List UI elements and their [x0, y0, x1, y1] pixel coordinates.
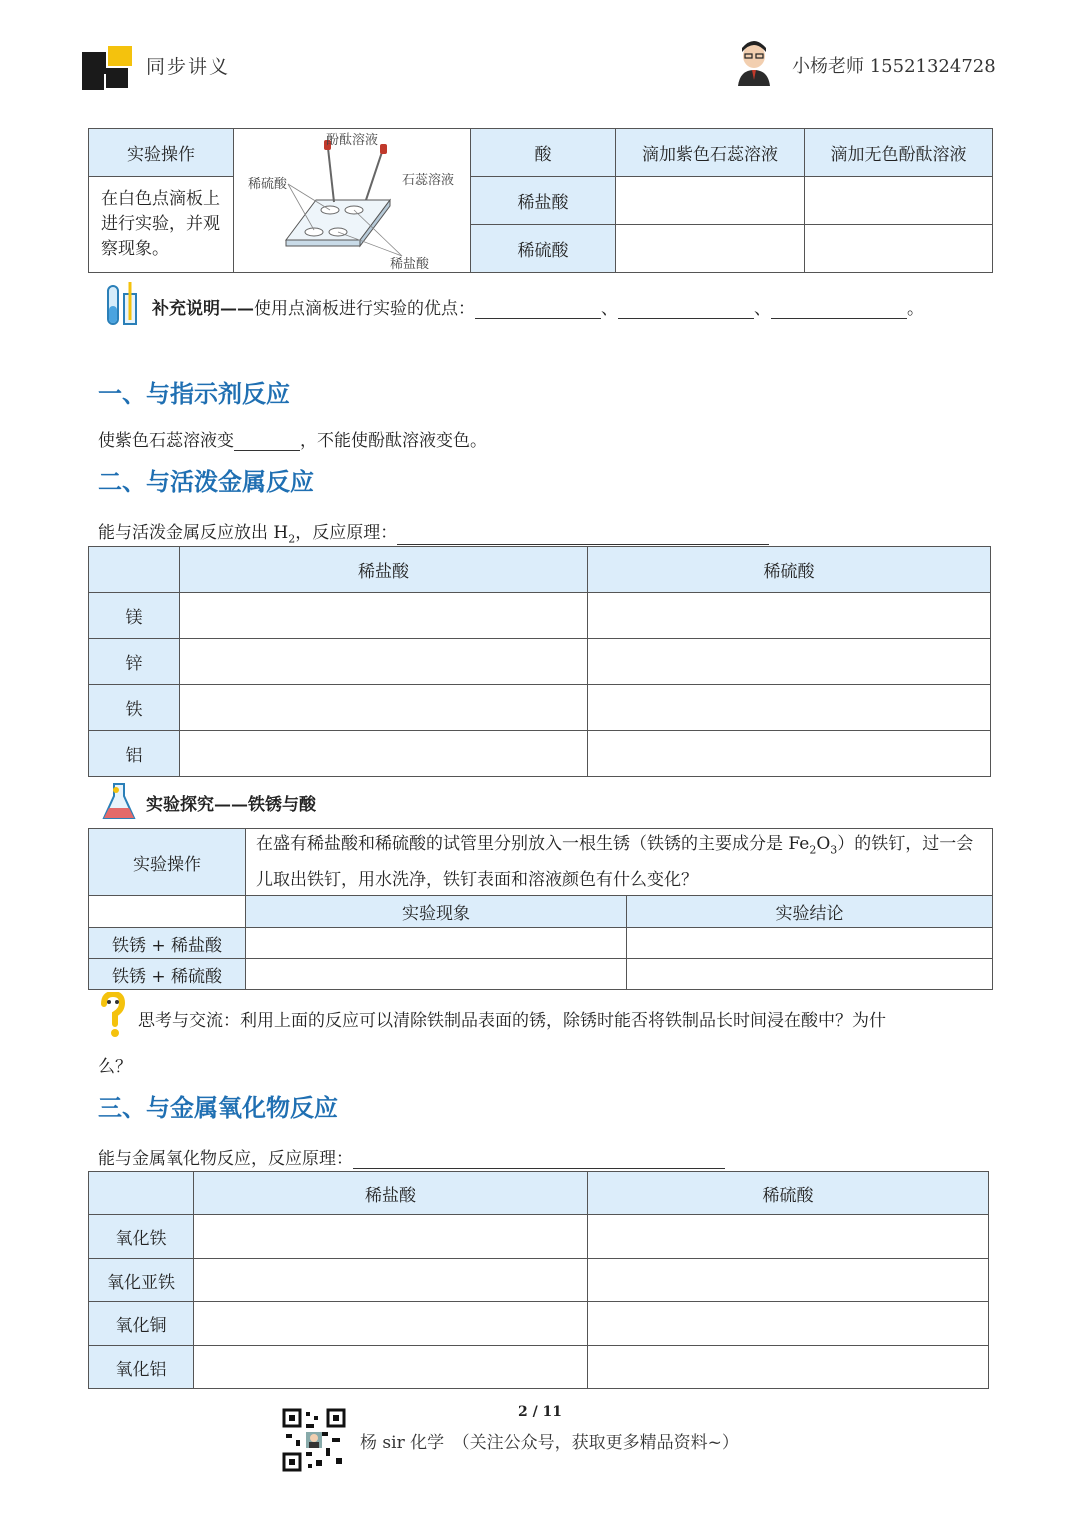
col-phenol: 滴加无色酚酞溶液 — [805, 129, 993, 177]
answer-cell[interactable] — [588, 1215, 989, 1259]
answer-cell[interactable] — [627, 928, 993, 959]
header-title: 同步讲义 — [146, 56, 231, 78]
op-text-a: 在盛有稀盐酸和稀硫酸的试管里分别放入一根生锈（铁锈的主要成分是 Fe — [256, 834, 810, 854]
col-h2so4: 稀硫酸 — [588, 1172, 989, 1215]
col-acid: 酸 — [471, 129, 616, 177]
row-label: 氧化亚铁 — [89, 1259, 194, 1302]
flask-icon — [100, 780, 138, 822]
answer-cell[interactable] — [180, 731, 588, 777]
answer-cell[interactable] — [616, 177, 805, 225]
oxide-reaction-table — [88, 1171, 989, 1389]
separator: 、 — [601, 299, 618, 319]
page-number: 2 / 11 — [517, 1404, 563, 1420]
corner-cell — [89, 1172, 194, 1215]
answer-cell[interactable] — [588, 1259, 989, 1302]
op-desc-text: 在白色点滴板上进行实验，并观察现象。 — [101, 189, 220, 259]
blank-field[interactable] — [618, 302, 754, 319]
row-label: 镁 — [89, 593, 180, 639]
answer-cell[interactable] — [180, 593, 588, 639]
blank-field[interactable] — [771, 302, 907, 319]
rust-op-text — [246, 829, 993, 896]
blank-field[interactable] — [475, 302, 601, 319]
row-label: 铝 — [89, 731, 180, 777]
blank-field[interactable] — [353, 1152, 725, 1169]
rust-title: 实验探究——铁锈与酸 — [146, 795, 316, 815]
section3-principle — [98, 1144, 725, 1169]
label-dilute-hcl: 稀盐酸 — [390, 257, 430, 272]
subscript: 2 — [288, 532, 296, 546]
corner-cell — [89, 896, 246, 928]
think-text-line1: 思考与交流：利用上面的反应可以清除铁制品表面的锈，除锈时能否将铁制品长时间浸在酸中？为什 — [138, 1011, 886, 1031]
separator: 、 — [754, 299, 771, 319]
teacher-avatar-icon — [734, 40, 774, 86]
label-dilute-h2so4: 稀硫酸 — [248, 177, 288, 192]
row-label: 氧化铜 — [89, 1302, 194, 1346]
test-tube-icon — [100, 280, 142, 328]
answer-cell[interactable] — [588, 685, 991, 731]
label-phenolphthalein: 酚酞溶液 — [326, 133, 379, 148]
section3-title: 三、与金属氧化物反应 — [98, 1094, 338, 1122]
question-mark-icon — [98, 992, 128, 1038]
op-text-b: O — [816, 834, 831, 854]
answer-cell[interactable] — [194, 1215, 588, 1259]
principle-text: 能与活泼金属反应放出 H — [98, 523, 289, 543]
section1-text-a: 使紫色石蕊溶液变 — [98, 431, 234, 451]
rust-op-header: 实验操作 — [89, 829, 246, 896]
answer-cell[interactable] — [588, 639, 991, 685]
row-label: 氧化铁 — [89, 1215, 194, 1259]
op-desc-cell — [89, 177, 234, 273]
col-phenomenon: 实验现象 — [246, 896, 627, 928]
col-litmus: 滴加紫色石蕊溶液 — [616, 129, 805, 177]
supplement-line — [152, 294, 924, 319]
col-hcl: 稀盐酸 — [194, 1172, 588, 1215]
spot-plate-figure — [234, 129, 471, 273]
principle-text: 能与金属氧化物反应，反应原理： — [98, 1149, 353, 1169]
col-conclusion: 实验结论 — [627, 896, 993, 928]
answer-cell[interactable] — [805, 225, 993, 273]
answer-cell[interactable] — [588, 731, 991, 777]
rust-table — [88, 828, 993, 990]
section1-text-b: ，不能使酚酞溶液变色。 — [300, 431, 487, 451]
row-label: 铁锈 + 稀盐酸 — [89, 928, 246, 959]
answer-cell[interactable] — [588, 1302, 989, 1346]
brand-logo-icon — [80, 44, 136, 90]
section1-title: 一、与指示剂反应 — [98, 380, 290, 408]
answer-cell[interactable] — [194, 1346, 588, 1389]
blank-field[interactable] — [397, 528, 769, 545]
section2-principle — [98, 518, 769, 545]
answer-cell[interactable] — [627, 959, 993, 990]
answer-cell[interactable] — [246, 928, 627, 959]
principle-text-b: ，反应原理： — [295, 523, 398, 543]
col-hcl: 稀盐酸 — [180, 547, 588, 593]
subscript: 3 — [830, 843, 838, 857]
answer-cell[interactable] — [246, 959, 627, 990]
answer-cell[interactable] — [616, 225, 805, 273]
row-label: 氧化铝 — [89, 1346, 194, 1389]
op-header-cell: 实验操作 — [89, 129, 234, 177]
row-hcl: 稀盐酸 — [471, 177, 616, 225]
section1-text — [98, 426, 487, 451]
answer-cell[interactable] — [588, 593, 991, 639]
think-text-line2: 么？ — [98, 1057, 132, 1077]
answer-cell[interactable] — [805, 177, 993, 225]
answer-cell[interactable] — [588, 1346, 989, 1389]
answer-cell[interactable] — [180, 639, 588, 685]
metal-reaction-table — [88, 546, 991, 777]
answer-cell[interactable] — [194, 1302, 588, 1346]
indicator-experiment-table — [88, 128, 993, 273]
subscript: 2 — [809, 843, 817, 857]
section2-title: 二、与活泼金属反应 — [98, 468, 314, 496]
col-h2so4: 稀硫酸 — [588, 547, 991, 593]
answer-cell[interactable] — [194, 1259, 588, 1302]
row-label: 铁锈 + 稀硫酸 — [89, 959, 246, 990]
op-text-c: ）的铁钉，过一会儿取出铁钉，用水洗净，铁钉表面和溶液颜色有什么变化？ — [256, 834, 974, 891]
row-h2so4: 稀硫酸 — [471, 225, 616, 273]
corner-cell — [89, 547, 180, 593]
supplement-label: 补充说明—— — [152, 299, 254, 319]
supplement-text: 使用点滴板进行实验的优点： — [254, 299, 475, 319]
row-label: 铁 — [89, 685, 180, 731]
footer-text: 杨 sir 化学 （关注公众号，获取更多精品资料~） — [360, 1433, 739, 1453]
blank-field[interactable] — [234, 434, 300, 451]
period: 。 — [907, 299, 924, 319]
spot-plate-icon — [234, 130, 468, 272]
answer-cell[interactable] — [180, 685, 588, 731]
row-label: 锌 — [89, 639, 180, 685]
label-litmus: 石蕊溶液 — [402, 173, 455, 188]
header-contact: 小杨老师 15521324728 — [792, 56, 996, 77]
